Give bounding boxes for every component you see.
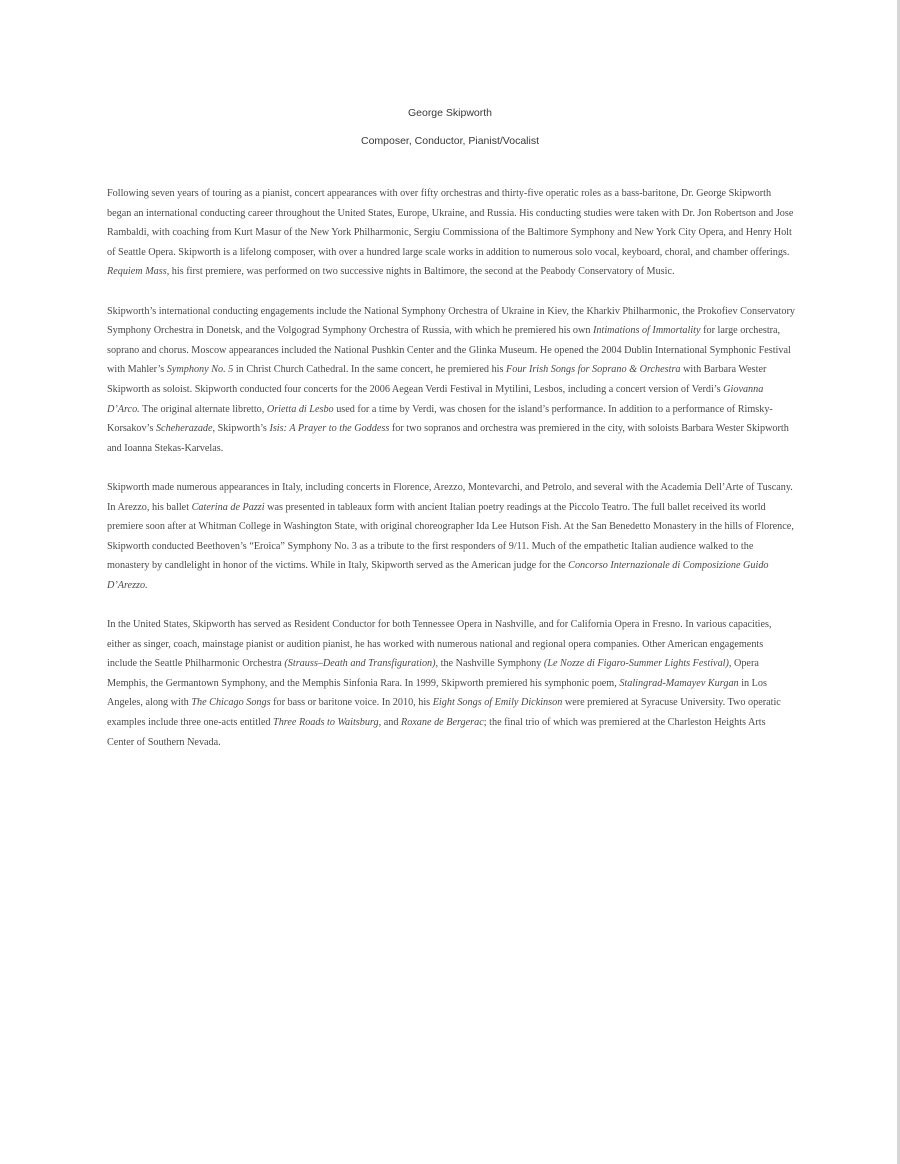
paragraph-text: The original alternate libretto, bbox=[139, 403, 267, 415]
bio-paragraph bbox=[107, 302, 795, 459]
italic-title-text: (Strauss–Death and Transfiguration) bbox=[284, 658, 436, 670]
paragraph-text: ; the final trio of which was premiered at the Charleston Heights Arts Center of Southern Nevada. bbox=[107, 717, 766, 748]
paragraph-text: In the United States, Skipworth has served as Resident Conductor for both Tennessee Opera in Nashville, and for California Opera in Fresno. In various capacities, either as singer, coach, mainstage pianist or audition pianist, he has worked with numerous national and regional opera companies. Other American engagements include the Seattle Philharmonic Orchestra bbox=[107, 619, 772, 670]
italic-title-text: Giovanna D’Arco. bbox=[107, 383, 764, 415]
paragraph-text: Skipworth made numerous appearances in Italy, including concerts in Florence, Arezzo, Montevarchi, and Petrolo, and several with the Academia Dell’Arte of Tuscany. In Arezzo, his ballet bbox=[107, 481, 793, 513]
paragraph-text: , Skipworth’s bbox=[212, 423, 270, 435]
paragraph-text: for two sopranos and orchestra was premiered in the city, with soloists Barbara Wester Skipworth and Ioanna Stekas-Karvelas. bbox=[107, 423, 789, 454]
paragraph-text: Skipworth’s international conducting engagements include the National Symphony Orchestra of Ukraine in Kiev, the Kharkiv Philharmonic, the Prokofiev Conservatory Symphony Orchestra in Donetsk, and the Volgograd Symphony Orchestra of Russia, with which he premiered his own bbox=[107, 305, 795, 337]
italic-title-text: Scheherazade bbox=[155, 423, 213, 435]
paragraph-text: Following seven years of touring as a pianist, concert appearances with over fifty orchestras and thirty-five operatic roles as a bass-baritone, Dr. George Skipworth began an international conducting career throughout the United States, Europe, Ukraine, and Russia. His conducting studies were taken with Dr. Jon Robertson and Jose Rambaldi, with coaching from Kurt Masur of the New York Philharmonic, Sergiu Commissiona of the Baltimore Symphony and New York City Opera, and Henry Holt of Seattle Opera. Skipworth is a lifelong composer, with over a hundred large scale works in addition to numerous solo vocal, keyboard, choral, and chamber offerings. bbox=[107, 188, 794, 258]
paragraph-text: was presented in tableaux form with ancient Italian poetry readings at the Piccolo Teatro. The full ballet received its world premiere soon after at Whitman College in Washington State, with original choreographer Ida Lee Hutson Fish. At the San Benedetto Monastery in the hills of Florence, Skipworth conducted Beethoven’s “Eroica” Symphony No. 3 as a tribute to the first responders of 9/11. Much of the empathetic Italian audience walked to the monastery by candlelight in honor of the victims. While in Italy, Skipworth served as the American judge for the bbox=[107, 501, 794, 572]
italic-title-text: Four Irish Songs for Soprano & Orchestra bbox=[506, 364, 681, 376]
italic-title-text: Intimations of Immortality bbox=[593, 325, 701, 337]
italic-title-text: Three Roads to Waitsburg bbox=[273, 717, 379, 729]
bio-paragraph bbox=[107, 184, 795, 282]
document-header bbox=[0, 105, 900, 149]
italic-title-text: Orietta di Lesbo bbox=[266, 403, 334, 415]
paragraph-text: with Barbara Wester Skipworth as soloist. Skipworth conducted four concerts for the 2006 Aegean Verdi Festival in Mytilini, Lesbos, including a concert version of Verdi’s bbox=[107, 364, 767, 395]
bio-paragraph bbox=[107, 478, 795, 596]
bio-paragraph bbox=[107, 615, 795, 752]
paragraph-text: , the Nashville Symphony bbox=[435, 658, 544, 670]
biography-body bbox=[107, 184, 795, 772]
italic-title-text: Caterina de Pazzi bbox=[191, 501, 265, 513]
paragraph-text: , Opera Memphis, the Germantown Symphony, and the Memphis Sinfonia Rara. In 1999, Skipworth premiered his symphonic poem, bbox=[107, 658, 759, 689]
paragraph-text: for large orchestra, soprano and chorus. Moscow appearances included the National Pushkin Center and the Glinka Museum. He opened the 2004 Dublin International Symphonic Festival with Mahler’s bbox=[107, 325, 791, 376]
paragraph-text: used for a time by Verdi, was chosen for the island’s performance. In addition to a performance of Rimsky-Korsakov’s bbox=[107, 403, 773, 435]
italic-title-text: The Chicago Songs bbox=[191, 697, 271, 709]
italic-title-text: Concorso Internazionale di Composizione Guido D’Arezzo. bbox=[107, 560, 769, 591]
paragraph-text: , his first premiere, was performed on two successive nights in Baltimore, the second at the Peabody Conservatory of Music. bbox=[166, 266, 675, 278]
composer-roles: Composer, Conductor, Pianist/Vocalist bbox=[360, 135, 539, 147]
italic-title-text: Roxane de Bergerac bbox=[400, 717, 484, 729]
paragraph-text: , and bbox=[378, 717, 401, 729]
paragraph-text: in Christ Church Cathedral. In the same concert, he premiered his bbox=[233, 364, 507, 376]
italic-title-text: Stalingrad-Mamayev Kurgan bbox=[619, 677, 739, 689]
paragraph-text: were premiered at Syracuse University. Two operatic examples include three one-acts entitled bbox=[107, 697, 781, 729]
composer-name: George Skipworth bbox=[407, 107, 493, 119]
paragraph-text: for bass or baritone voice. In 2010, his bbox=[270, 697, 433, 709]
italic-title-text: Eight Songs of Emily Dickinson bbox=[432, 697, 563, 709]
italic-title-text: Isis: A Prayer to the Goddess bbox=[269, 423, 390, 435]
paragraph-text: in Los Angeles, along with bbox=[107, 677, 767, 709]
italic-title-text: Requiem Mass bbox=[107, 266, 167, 278]
italic-title-text: (Le Nozze di Figaro-Summer Lights Festival) bbox=[543, 658, 729, 670]
italic-title-text: Symphony No. 5 bbox=[166, 364, 234, 376]
